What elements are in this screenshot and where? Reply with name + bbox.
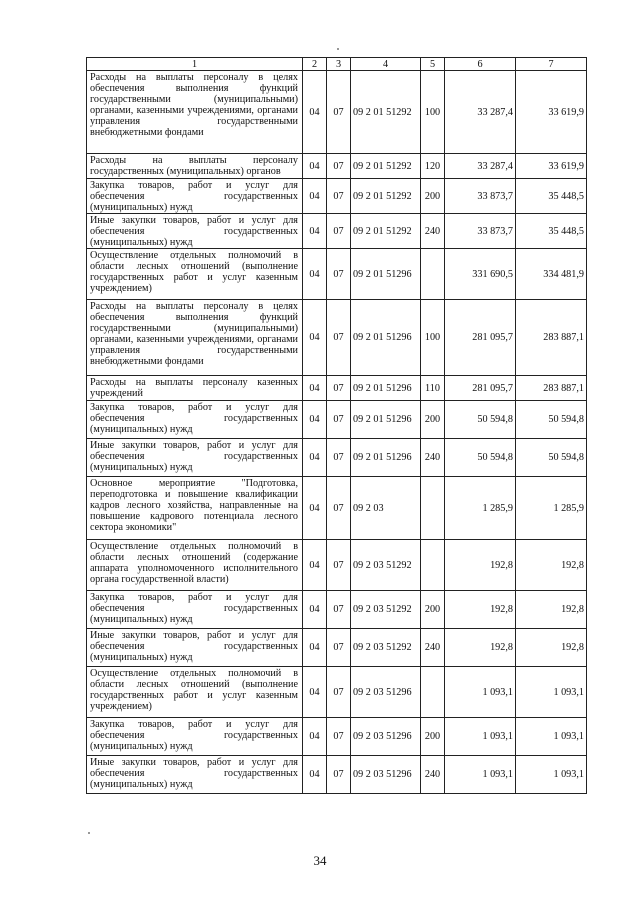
cell-section: 04 — [303, 477, 327, 540]
cell-amount-1: 1 093,1 — [445, 667, 516, 718]
cell-expense-type: 240 — [421, 629, 445, 667]
cell-amount-1: 33 873,7 — [445, 214, 516, 249]
cell-subsection: 07 — [327, 71, 351, 154]
cell-description: Закупка товаров, работ и услуг для обеспечения государственных (муниципальных) нужд — [87, 591, 303, 629]
cell-section: 04 — [303, 300, 327, 376]
table-row — [87, 154, 587, 179]
cell-subsection: 07 — [327, 439, 351, 477]
cell-description: Осуществление отдельных полномочий в области лесных отношений (выполнение государственных работ и услуг казенным учреждением) — [87, 667, 303, 718]
cell-amount-1: 1 093,1 — [445, 718, 516, 756]
cell-amount-2: 50 594,8 — [516, 401, 587, 439]
table-row — [87, 591, 587, 629]
header-col-6: 6 — [445, 58, 516, 71]
cell-description: Закупка товаров, работ и услуг для обеспечения государственных (муниципальных) нужд — [87, 718, 303, 756]
table-row — [87, 300, 587, 376]
header-col-4: 4 — [351, 58, 421, 71]
cell-subsection: 07 — [327, 718, 351, 756]
header-col-2: 2 — [303, 58, 327, 71]
cell-amount-2: 50 594,8 — [516, 439, 587, 477]
cell-target-article: 09 2 01 51292 — [351, 214, 421, 249]
cell-expense-type: 200 — [421, 401, 445, 439]
cell-subsection: 07 — [327, 154, 351, 179]
cell-subsection: 07 — [327, 214, 351, 249]
cell-section: 04 — [303, 629, 327, 667]
cell-subsection: 07 — [327, 591, 351, 629]
table-row — [87, 249, 587, 300]
cell-amount-2: 35 448,5 — [516, 179, 587, 214]
cell-subsection: 07 — [327, 300, 351, 376]
cell-description: Осуществление отдельных полномочий в области лесных отношений (выполнение государственных работ и услуг казенным учреждением) — [87, 249, 303, 300]
cell-subsection: 07 — [327, 667, 351, 718]
header-col-5: 5 — [421, 58, 445, 71]
cell-section: 04 — [303, 591, 327, 629]
cell-target-article: 09 2 01 51296 — [351, 439, 421, 477]
cell-target-article: 09 2 01 51296 — [351, 249, 421, 300]
cell-amount-2: 1 093,1 — [516, 718, 587, 756]
cell-section: 04 — [303, 401, 327, 439]
cell-target-article: 09 2 03 51296 — [351, 718, 421, 756]
cell-amount-1: 331 690,5 — [445, 249, 516, 300]
cell-description: Расходы на выплаты персоналу казенных учреждений — [87, 376, 303, 401]
cell-amount-2: 35 448,5 — [516, 214, 587, 249]
header-col-7: 7 — [516, 58, 587, 71]
cell-description: Иные закупки товаров, работ и услуг для обеспечения государственных (муниципальных) нужд — [87, 439, 303, 477]
table-row — [87, 667, 587, 718]
cell-expense-type: 110 — [421, 376, 445, 401]
table-row — [87, 477, 587, 540]
cell-subsection: 07 — [327, 179, 351, 214]
cell-target-article: 09 2 03 — [351, 477, 421, 540]
cell-section: 04 — [303, 71, 327, 154]
scan-speck — [337, 48, 339, 50]
cell-amount-1: 50 594,8 — [445, 401, 516, 439]
cell-amount-2: 1 093,1 — [516, 667, 587, 718]
cell-amount-1: 33 287,4 — [445, 71, 516, 154]
cell-expense-type — [421, 667, 445, 718]
cell-amount-1: 281 095,7 — [445, 300, 516, 376]
cell-expense-type: 100 — [421, 300, 445, 376]
cell-amount-1: 33 287,4 — [445, 154, 516, 179]
table-row — [87, 179, 587, 214]
cell-expense-type: 100 — [421, 71, 445, 154]
cell-expense-type: 240 — [421, 214, 445, 249]
table-row — [87, 718, 587, 756]
cell-subsection: 07 — [327, 477, 351, 540]
table-row — [87, 756, 587, 794]
cell-amount-1: 1 093,1 — [445, 756, 516, 794]
cell-target-article: 09 2 01 51292 — [351, 154, 421, 179]
cell-target-article: 09 2 03 51296 — [351, 667, 421, 718]
cell-amount-2: 1 093,1 — [516, 756, 587, 794]
cell-description: Закупка товаров, работ и услуг для обеспечения государственных (муниципальных) нужд — [87, 179, 303, 214]
cell-expense-type — [421, 249, 445, 300]
table-row — [87, 376, 587, 401]
cell-target-article: 09 2 01 51296 — [351, 376, 421, 401]
cell-subsection: 07 — [327, 756, 351, 794]
cell-amount-1: 50 594,8 — [445, 439, 516, 477]
cell-expense-type: 240 — [421, 439, 445, 477]
cell-section: 04 — [303, 376, 327, 401]
cell-amount-2: 192,8 — [516, 591, 587, 629]
budget-table — [86, 57, 587, 794]
cell-section: 04 — [303, 540, 327, 591]
cell-amount-1: 192,8 — [445, 629, 516, 667]
cell-expense-type: 200 — [421, 591, 445, 629]
header-col-1: 1 — [87, 58, 303, 71]
cell-target-article: 09 2 03 51292 — [351, 540, 421, 591]
page-number: 34 — [313, 853, 327, 868]
cell-expense-type: 200 — [421, 179, 445, 214]
table-row — [87, 629, 587, 667]
table-row — [87, 540, 587, 591]
cell-expense-type: 240 — [421, 756, 445, 794]
cell-target-article: 09 2 01 51296 — [351, 300, 421, 376]
cell-section: 04 — [303, 249, 327, 300]
cell-amount-1: 281 095,7 — [445, 376, 516, 401]
cell-section: 04 — [303, 718, 327, 756]
header-row — [87, 58, 587, 71]
cell-description: Основное мероприятие "Подготовка, переподготовка и повышение квалификации кадров лесного хозяйства, направленные на повышение кадрового потенциала лесного сектора экономики" — [87, 477, 303, 540]
cell-target-article: 09 2 01 51292 — [351, 71, 421, 154]
cell-description: Расходы на выплаты персоналу государственных (муниципальных) органов — [87, 154, 303, 179]
cell-description: Расходы на выплаты персоналу в целях обеспечения выполнения функций государственными (муниципальными) органами, казенными учреждениями, органами управления государственными внебюджетными фондами — [87, 300, 303, 376]
cell-amount-2: 192,8 — [516, 540, 587, 591]
cell-expense-type — [421, 540, 445, 591]
cell-description: Иные закупки товаров, работ и услуг для обеспечения государственных (муниципальных) нужд — [87, 214, 303, 249]
cell-amount-2: 1 285,9 — [516, 477, 587, 540]
cell-target-article: 09 2 03 51292 — [351, 629, 421, 667]
cell-description: Расходы на выплаты персоналу в целях обеспечения выполнения функций государственными (муниципальными) органами, казенными учреждениями, органами управления государственными внебюджетными фондами — [87, 71, 303, 154]
cell-amount-2: 33 619,9 — [516, 154, 587, 179]
cell-subsection: 07 — [327, 249, 351, 300]
cell-section: 04 — [303, 214, 327, 249]
cell-description: Иные закупки товаров, работ и услуг для обеспечения государственных (муниципальных) нужд — [87, 629, 303, 667]
header-col-3: 3 — [327, 58, 351, 71]
cell-description: Иные закупки товаров, работ и услуг для обеспечения государственных (муниципальных) нужд — [87, 756, 303, 794]
cell-section: 04 — [303, 756, 327, 794]
cell-section: 04 — [303, 154, 327, 179]
cell-amount-2: 192,8 — [516, 629, 587, 667]
cell-amount-2: 334 481,9 — [516, 249, 587, 300]
cell-section: 04 — [303, 179, 327, 214]
table-row — [87, 214, 587, 249]
cell-amount-2: 33 619,9 — [516, 71, 587, 154]
cell-description: Осуществление отдельных полномочий в области лесных отношений (содержание аппарата уполномоченного исполнительного органа государственной власти) — [87, 540, 303, 591]
cell-amount-1: 192,8 — [445, 591, 516, 629]
cell-section: 04 — [303, 667, 327, 718]
cell-subsection: 07 — [327, 540, 351, 591]
table-row — [87, 71, 587, 154]
table-row — [87, 439, 587, 477]
cell-expense-type — [421, 477, 445, 540]
cell-amount-2: 283 887,1 — [516, 300, 587, 376]
cell-target-article: 09 2 03 51296 — [351, 756, 421, 794]
cell-amount-1: 192,8 — [445, 540, 516, 591]
cell-expense-type: 200 — [421, 718, 445, 756]
cell-subsection: 07 — [327, 376, 351, 401]
cell-target-article: 09 2 03 51292 — [351, 591, 421, 629]
cell-subsection: 07 — [327, 629, 351, 667]
scan-speck — [88, 832, 90, 834]
cell-section: 04 — [303, 439, 327, 477]
cell-subsection: 07 — [327, 401, 351, 439]
cell-amount-1: 1 285,9 — [445, 477, 516, 540]
cell-target-article: 09 2 01 51296 — [351, 401, 421, 439]
cell-target-article: 09 2 01 51292 — [351, 179, 421, 214]
cell-amount-2: 283 887,1 — [516, 376, 587, 401]
table-row — [87, 401, 587, 439]
cell-description: Закупка товаров, работ и услуг для обеспечения государственных (муниципальных) нужд — [87, 401, 303, 439]
cell-expense-type: 120 — [421, 154, 445, 179]
cell-amount-1: 33 873,7 — [445, 179, 516, 214]
